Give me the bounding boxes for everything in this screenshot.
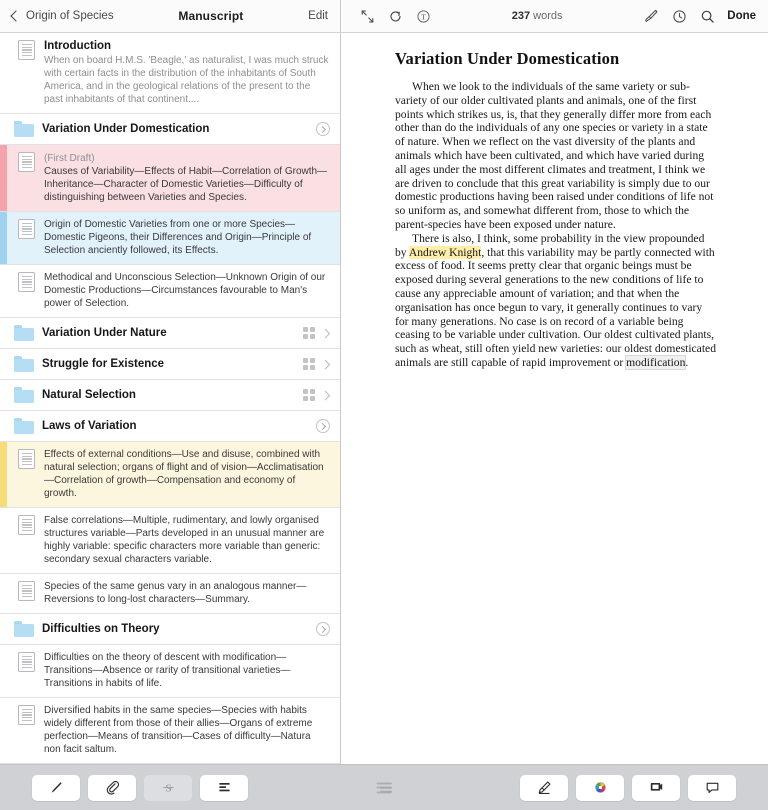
folder-icon	[14, 387, 34, 403]
disclosure-chevron-icon[interactable]	[316, 419, 330, 433]
binder-document-row[interactable]	[0, 33, 340, 114]
document-icon	[18, 652, 35, 672]
document-paragraph-2	[395, 232, 716, 370]
para2-mid: , that this variability may be partly connected with excess of food. It seems pretty clear that organic beings must be exposed during several generations to the new conditions of life to cause any appreciable amount of variation; and that when the organisation has once begun to vary, it generally continues to vary for many generations. No case is on record of a variable being ceasing to be variable under cultivation. Our oldest cultivated plants, such as wheat, still often yield new varieties: our oldest domesticated animals are still capable of rapid improvement or	[395, 245, 716, 369]
row-synopsis: Effects of external conditions—Use and disuse, combined with natural selection; organs of flight and of vision—Acclimatisation—Correlation of growth—Compensation and economy of growth.	[44, 449, 324, 499]
brush-icon	[643, 8, 659, 24]
row-color-stripe	[0, 442, 7, 507]
done-button[interactable]: Done	[727, 10, 757, 22]
row-synopsis: Difficulties on the theory of descent with modification—Transitions—Absence or rarity of transitional varieties—Transitions in habits of life.	[44, 652, 291, 689]
row-synopsis: False correlations—Multiple, rudimentary, and lowly organised structures variable—Parts developed in an unusual manner are highly variable: specific characters more variable than generic: secondary sexual characters variable.	[44, 515, 325, 565]
document-icon	[18, 40, 35, 60]
disclosure-chevron-icon[interactable]	[316, 122, 330, 136]
media-button[interactable]	[632, 775, 680, 801]
binder-document-row[interactable]	[0, 574, 340, 614]
divider-handle-line	[380, 787, 392, 789]
row-text	[44, 704, 330, 756]
binder-folder-row[interactable]	[0, 380, 340, 411]
text-align-button[interactable]	[200, 775, 248, 801]
comment-button[interactable]	[688, 775, 736, 801]
para2-post: .	[685, 355, 689, 369]
pencil-button[interactable]	[32, 775, 80, 801]
word-count-label: words	[533, 10, 563, 22]
binder-list[interactable]	[0, 33, 340, 764]
row-title: Variation Under Nature	[42, 326, 167, 339]
media-image-icon	[648, 779, 665, 796]
row-text	[44, 651, 330, 690]
search-icon	[700, 9, 715, 24]
bottom-toolbar	[0, 764, 768, 810]
row-text	[42, 357, 295, 372]
comment-bubble-icon	[704, 779, 721, 796]
folder-icon	[14, 621, 34, 637]
paperclip-icon	[104, 779, 121, 796]
binder-folder-row[interactable]	[0, 114, 340, 145]
color-wheel-icon	[592, 779, 609, 796]
row-text	[42, 622, 308, 637]
attachment-button[interactable]	[88, 775, 136, 801]
folder-icon	[14, 356, 34, 372]
row-title: Natural Selection	[42, 388, 136, 401]
document-title: Variation Under Domestication	[395, 49, 620, 68]
document-paragraph-1: When we look to the individuals of the same variety or sub-variety of our older cultivated plants and animals, one of the first points which strikes us, is, that they generally differ more from each other than do the individuals of any one species or variety in a state of nature. When we reflect on the vast diversity of the plants and animals which have been cultivated, and which have varied during all ages under the most different climates and treatment, I think we are driven to conclude that this great variability is simply due to our domestic productions having been raised under conditions of life not so uniform as, and somewhat different from, those to which the parent-species have been exposed under nature.	[395, 80, 714, 231]
divider-handle-line	[380, 791, 392, 793]
row-title: Introduction	[44, 40, 112, 52]
history-button[interactable]	[665, 5, 693, 27]
highlighted-name: Andrew Knight	[408, 245, 482, 259]
binder-title: Manuscript	[178, 9, 244, 23]
disclosure-chevron-icon[interactable]	[316, 622, 330, 636]
row-synopsis: Origin of Domestic Varieties from one or more Species—Domestic Pigeons, their Differences and Origin—Principle of Selection anciently followed, its Effects.	[44, 219, 312, 256]
row-subtitle: (First Draft)	[44, 153, 95, 164]
chevron-left-icon	[10, 10, 21, 21]
diagonal-arrows-icon	[360, 9, 375, 24]
binder-document-row[interactable]	[0, 212, 340, 265]
binder-document-row[interactable]	[0, 698, 340, 764]
row-text	[42, 388, 295, 403]
collapse-expand-button[interactable]	[353, 5, 381, 27]
binder-pane	[0, 0, 341, 764]
typography-t-icon	[416, 9, 431, 24]
row-accessory	[316, 622, 330, 636]
stamp-s-icon	[160, 779, 177, 796]
document-icon	[18, 272, 35, 292]
format-brush-button[interactable]	[637, 5, 665, 27]
folder-icon	[14, 121, 34, 137]
binder-folder-row[interactable]	[0, 614, 340, 645]
binder-document-row[interactable]	[0, 508, 340, 574]
binder-document-row[interactable]	[0, 145, 340, 212]
row-text	[44, 39, 330, 106]
row-title: Variation Under Domestication	[42, 122, 210, 135]
folder-icon	[14, 325, 34, 341]
back-button-label: Origin of Species	[26, 10, 114, 22]
binder-nav-bar	[0, 0, 340, 33]
row-text	[44, 448, 330, 500]
row-synopsis: Species of the same genus vary in an analogous manner—Reversions to long-lost characters—Summary.	[44, 581, 307, 605]
row-accessory	[303, 389, 330, 401]
row-color-stripe	[0, 145, 7, 211]
clock-icon	[672, 9, 687, 24]
row-text	[44, 151, 330, 204]
document-icon	[18, 581, 35, 601]
row-synopsis: Methodical and Unconscious Selection—Unknown Origin of our Domestic Productions—Circumstances favourable to Man's power of Selection.	[44, 272, 326, 309]
row-text	[44, 580, 330, 606]
edit-button[interactable]: Edit	[308, 10, 328, 22]
row-color-stripe	[0, 212, 7, 264]
editor-nav-bar	[341, 0, 768, 33]
text-align-icon	[216, 779, 233, 796]
chevron-right-icon[interactable]	[320, 328, 329, 337]
row-synopsis: Diversified habits in the same species—Species with habits widely different from those of their allies—Organs of extreme perfection—Means of transition—Cases of difficulty—Natura non facit saltum.	[44, 705, 313, 755]
row-accessory	[316, 419, 330, 433]
right-tool-group	[520, 775, 736, 801]
search-button[interactable]	[693, 5, 721, 27]
document-scroll-area[interactable]	[341, 33, 768, 764]
para2-pre: There is also, I think, some probability in the view propounded by	[395, 231, 705, 259]
document-icon	[18, 152, 35, 172]
binder-document-row[interactable]	[0, 645, 340, 698]
row-accessory	[303, 358, 330, 370]
color-wheel-button[interactable]	[576, 775, 624, 801]
grid-view-icon[interactable]	[303, 358, 315, 370]
grid-view-icon[interactable]	[303, 327, 315, 339]
document-icon	[18, 515, 35, 535]
highlighter-pen-icon	[536, 779, 553, 796]
row-text	[42, 419, 308, 434]
sync-icon	[388, 9, 403, 24]
divider-handle-line	[380, 782, 392, 784]
folder-icon	[14, 418, 34, 434]
row-synopsis: Causes of Variability—Effects of Habit—Correlation of Growth—Inheritance—Character of Domestic Varieties—Difficulty of distinguishing between Varieties and Species.	[44, 166, 328, 203]
editor-pane	[341, 0, 768, 764]
row-title: Difficulties on Theory	[42, 622, 160, 635]
pane-divider-handle-icon[interactable]	[380, 782, 392, 792]
row-text	[44, 218, 330, 257]
row-accessory	[303, 327, 330, 339]
word-count	[512, 10, 563, 22]
document-icon	[18, 705, 35, 725]
stamp-button[interactable]	[144, 775, 192, 801]
binder-folder-row[interactable]	[0, 411, 340, 442]
row-text	[42, 326, 295, 341]
binder-folder-row[interactable]	[0, 349, 340, 380]
row-text	[44, 271, 330, 310]
row-text	[42, 122, 308, 137]
row-title: Laws of Variation	[42, 419, 137, 432]
svg-text:S: S	[164, 782, 172, 795]
boxed-word: modification	[626, 355, 686, 369]
svg-text:T: T	[420, 11, 426, 21]
row-title: Struggle for Existence	[42, 357, 165, 370]
typography-button[interactable]	[409, 5, 437, 27]
left-tool-group	[32, 775, 248, 801]
row-text	[44, 514, 330, 566]
binder-folder-row[interactable]	[0, 318, 340, 349]
pencil-icon	[48, 779, 65, 796]
row-accessory	[316, 122, 330, 136]
document-icon	[18, 449, 35, 469]
sync-button[interactable]	[381, 5, 409, 27]
chevron-right-icon[interactable]	[320, 359, 329, 368]
binder-document-row[interactable]	[0, 265, 340, 318]
grid-view-icon[interactable]	[303, 389, 315, 401]
highlighter-button[interactable]	[520, 775, 568, 801]
word-count-number: 237	[511, 10, 531, 22]
row-synopsis: When on board H.M.S. 'Beagle,' as naturalist, I was much struck with certain facts in the distribution of the inhabitants of South America, and in the geological relations of the present to the past inhabitants of that continent....	[44, 55, 329, 105]
binder-document-row[interactable]	[0, 442, 340, 508]
chevron-right-icon[interactable]	[320, 390, 329, 399]
document-icon	[18, 219, 35, 239]
back-button[interactable]	[12, 10, 114, 22]
